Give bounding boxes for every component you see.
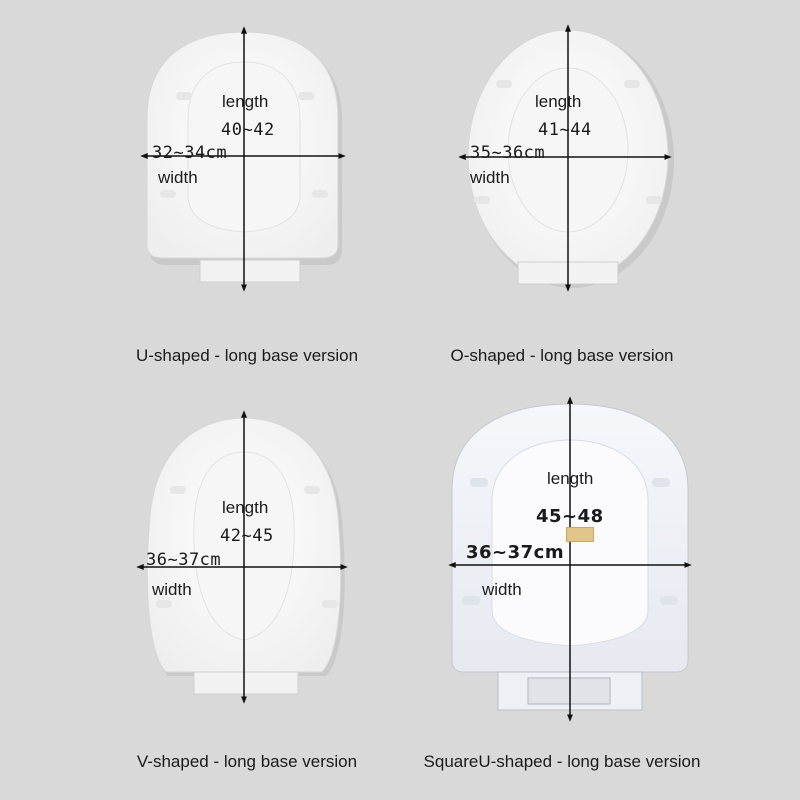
caption-v-shaped: V-shaped - long base version bbox=[136, 752, 358, 771]
width-label: width bbox=[470, 168, 510, 187]
width-label: width bbox=[152, 580, 192, 599]
length-label: length bbox=[222, 498, 269, 517]
caption-o-shaped: O-shaped - long base version bbox=[450, 346, 674, 365]
length-value: 45~48 bbox=[536, 506, 604, 527]
length-label: length bbox=[547, 469, 594, 488]
width-label: width bbox=[482, 580, 522, 599]
width-value: 36~37cm bbox=[146, 550, 222, 570]
length-label: length bbox=[535, 92, 582, 111]
caption-u-shaped: U-shaped - long base version bbox=[135, 346, 359, 365]
caption-squareu-shaped: SquareU-shaped - long base version bbox=[423, 752, 701, 771]
width-value: 36~37cm bbox=[466, 542, 565, 563]
length-value: 42~45 bbox=[220, 526, 274, 546]
width-label: width bbox=[158, 168, 198, 187]
length-label: length bbox=[222, 92, 269, 111]
length-value: 40~42 bbox=[221, 120, 275, 140]
width-value: 35~36cm bbox=[470, 143, 546, 163]
length-value: 41~44 bbox=[538, 120, 592, 140]
product-sticker bbox=[566, 527, 594, 542]
width-value: 32~34cm bbox=[152, 143, 228, 163]
